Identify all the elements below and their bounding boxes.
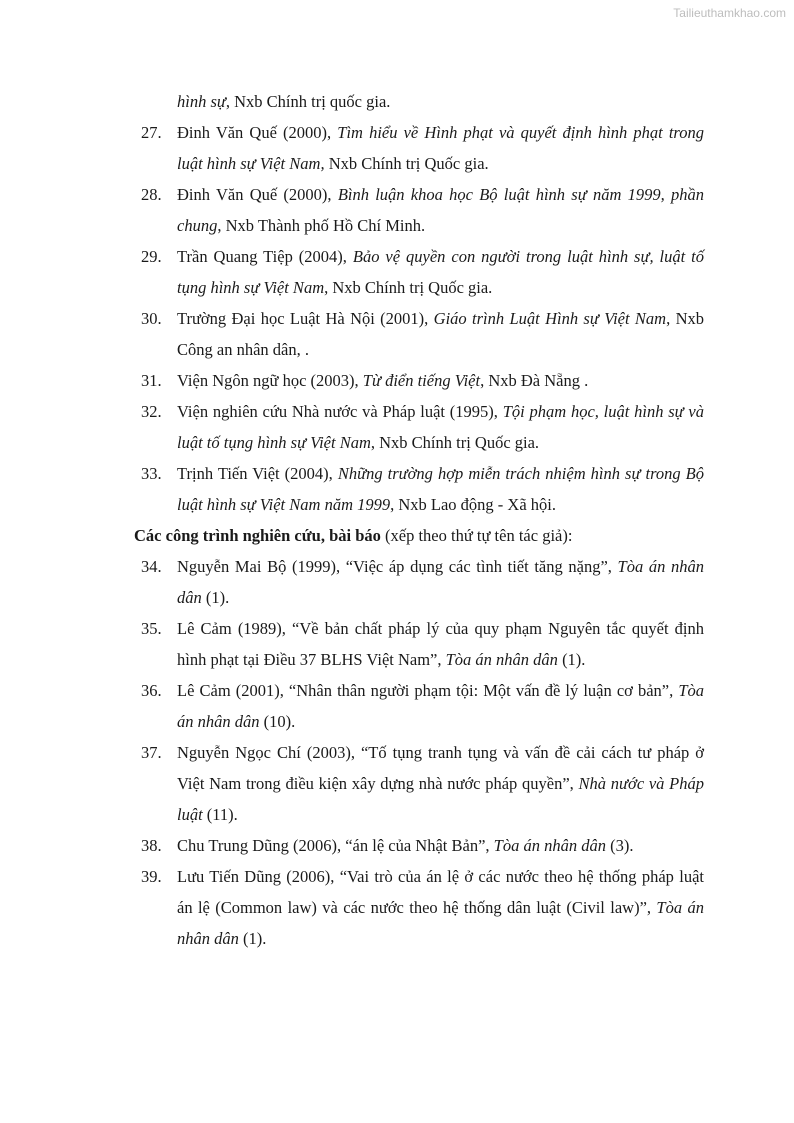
reference-item (134, 458, 704, 520)
reference-issue: (1). (201, 588, 230, 607)
reference-issue: (1). (557, 650, 586, 669)
section-heading-bold: Các công trình nghiên cứu, bài báo (134, 526, 381, 545)
reference-author: Trường Đại học Luật Hà Nội (2001), (177, 309, 434, 328)
reference-title: Từ điển tiếng Việt (362, 371, 481, 390)
reference-journal: Tòa án nhân dân (177, 681, 704, 731)
reference-author: Nguyễn Ngọc Chí (2003), “Tố tụng tranh tụng và vấn đề cải cách tư pháp ở Việt Nam trong điều kiện xây dựng nhà nước pháp quyền”, (177, 743, 704, 793)
reference-author: Trịnh Tiến Việt (2004), (177, 464, 338, 483)
reference-journal: Tòa án nhân dân (177, 898, 704, 948)
reference-journal: Nhà nước và Pháp luật (177, 774, 704, 824)
continued-reference (134, 86, 704, 117)
reference-number: 36. (141, 681, 162, 700)
reference-item (134, 613, 704, 675)
reference-publisher: , Nxb Chính trị Quốc gia. (324, 278, 493, 297)
reference-item (134, 737, 704, 830)
reference-item (134, 861, 704, 954)
reference-item (134, 241, 704, 303)
reference-number: 32. (141, 402, 162, 421)
book-list (134, 117, 704, 520)
continued-title: hình sự (177, 92, 226, 111)
reference-author: Trần Quang Tiệp (2004), (177, 247, 353, 266)
reference-publisher: , Nxb Chính trị Quốc gia. (370, 433, 540, 452)
section-heading-note: (xếp theo thứ tự tên tác giả): (380, 526, 573, 545)
reference-title: Tội phạm học, luật hình sự và luật tố tụng hình sự Việt Nam (177, 402, 705, 452)
reference-publisher: , Nxb Công an nhân dân, . (177, 309, 704, 359)
reference-title: Giáo trình Luật Hình sự Việt Nam (433, 309, 667, 328)
reference-issue: (1). (238, 929, 267, 948)
reference-number: 38. (141, 836, 162, 855)
reference-author: Viện Ngôn ngữ học (2003), (177, 371, 363, 390)
reference-title: Bình luận khoa học Bộ luật hình sự năm 1999, phần chung (177, 185, 705, 235)
reference-title: Tìm hiểu về Hình phạt và quyết định hình phạt trong luật hình sự Việt Nam, (177, 123, 704, 173)
reference-number: 39. (141, 867, 162, 886)
section-heading (134, 520, 704, 551)
reference-issue: (3). (605, 836, 634, 855)
reference-number: 34. (141, 557, 162, 576)
reference-author: Lưu Tiến Dũng (2006), “Vai trò của án lệ ở các nước theo hệ thống pháp luật án lệ (Common law) và các nước theo hệ thống dân luật (Civil law)”, (177, 867, 704, 917)
reference-journal: Tòa án nhân dân (493, 836, 606, 855)
reference-author: Đinh Văn Quế (2000), (177, 185, 338, 204)
article-list (134, 551, 704, 954)
reference-item (134, 365, 704, 396)
reference-publisher: , Nxb Đà Nẵng . (480, 371, 589, 390)
reference-number: 27. (141, 123, 162, 142)
references-page (134, 86, 704, 954)
reference-author: Lê Cảm (1989), “Về bản chất pháp lý của quy phạm Nguyên tắc quyết định hình phạt tại Điều 37 BLHS Việt Nam”, (177, 619, 704, 669)
continued-publisher: , Nxb Chính trị quốc gia. (225, 92, 391, 111)
reference-author: Đinh Văn Quế (2000), (177, 123, 338, 142)
reference-number: 28. (141, 185, 162, 204)
reference-item (134, 830, 704, 861)
reference-author: Chu Trung Dũng (2006), “án lệ của Nhật Bản”, (177, 836, 494, 855)
reference-item (134, 303, 704, 365)
reference-number: 29. (141, 247, 162, 266)
reference-item (134, 675, 704, 737)
reference-number: 30. (141, 309, 162, 328)
reference-author: Nguyễn Mai Bộ (1999), “Việc áp dụng các tình tiết tăng nặng”, (177, 557, 618, 576)
reference-item (134, 551, 704, 613)
reference-publisher: , Nxb Lao động - Xã hội. (390, 495, 556, 514)
reference-number: 35. (141, 619, 162, 638)
reference-title: Những trường hợp miễn trách nhiệm hình sự trong Bộ luật hình sự Việt Nam năm 1999 (177, 464, 704, 514)
reference-author: Lê Cảm (2001), “Nhân thân người phạm tội: Một vấn đề lý luận cơ bản”, (177, 681, 679, 700)
reference-issue: (10). (259, 712, 296, 731)
reference-number: 31. (141, 371, 162, 390)
reference-title: Bảo vệ quyền con người trong luật hình sự, luật tố tụng hình sự Việt Nam (177, 247, 705, 297)
reference-publisher: Nxb Chính trị Quốc gia. (324, 154, 489, 173)
reference-issue: (11). (202, 805, 238, 824)
reference-item (134, 117, 704, 179)
reference-item (134, 179, 704, 241)
reference-publisher: , Nxb Thành phố Hồ Chí Minh. (217, 216, 426, 235)
reference-number: 33. (141, 464, 162, 483)
reference-journal: Tòa án nhân dân (445, 650, 558, 669)
reference-author: Viện nghiên cứu Nhà nước và Pháp luật (1995), (177, 402, 503, 421)
watermark-text: Tailieuthamkhao.com (673, 6, 786, 20)
reference-number: 37. (141, 743, 162, 762)
reference-journal: Tòa án nhân dân (177, 557, 704, 607)
reference-item (134, 396, 704, 458)
